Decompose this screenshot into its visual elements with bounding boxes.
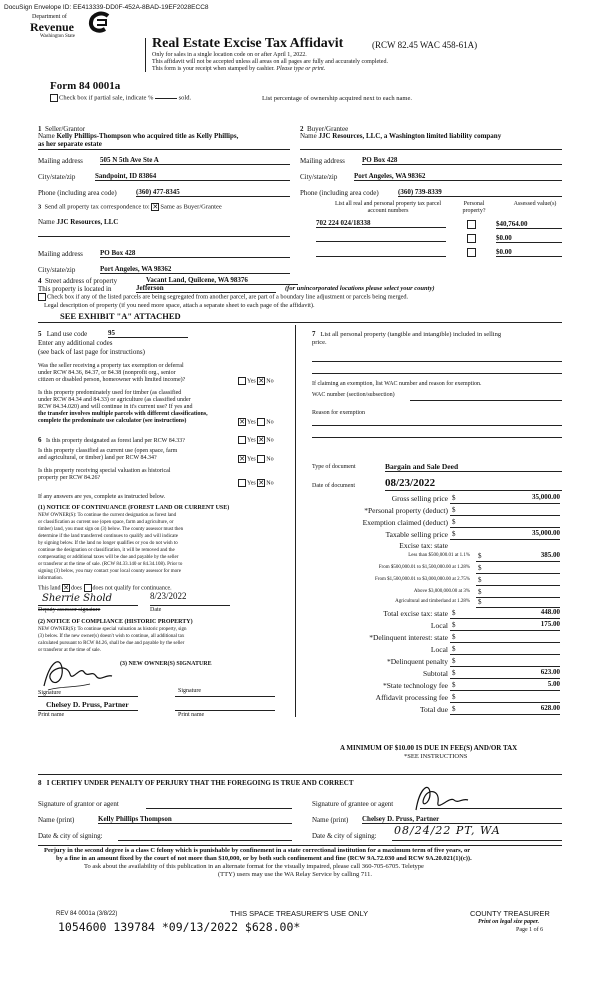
exemption-deduct-label: Exemption claimed (deduct) [362,518,448,527]
q-exemption-2: under RCW 84.36, 84.37, or 84.38 (nonprofit org., senior [38,370,176,376]
header-divider [145,38,146,72]
delinquent-interest-label: *Delinquent interest: state [369,633,448,642]
q-timber-2: under RCW 84.34 and 84.33) or agriculture (as classified under [38,397,191,403]
segregated-checkbox[interactable] [38,293,46,301]
located-county: Jefferson [136,284,276,293]
compliance-title: (2) NOTICE OF COMPLIANCE (HISTORIC PROPERTY) [38,619,193,625]
seller-mail: 505 N 5th Ave Ste A [100,156,290,165]
rule [450,714,560,715]
rule [476,561,560,562]
taxable-dollar: $ [452,530,456,538]
rule [38,710,138,711]
partial-sale-checkbox[interactable] [50,94,58,102]
parcel-column-header: List all real and personal property tax parcel account numbers [334,201,442,215]
buyer-city: Port Angeles, WA 98362 [354,172,562,181]
rule [150,605,230,606]
gross-price: 35,000.00 [532,493,560,501]
rule [450,690,560,691]
q-forest-no-checkbox[interactable]: ✕ [258,436,265,444]
q-current-use-yes-checkbox[interactable]: ✕ [239,455,245,463]
section3-mail: PO Box 428 [100,249,290,258]
grantee-signature-label: Signature of grantee or agent [312,800,394,808]
compliance-text-1: NEW OWNER(S): To continue special valuation as historic property, sign [38,627,187,632]
document-type: Bargain and Sale Deed [385,462,562,472]
rule [38,322,562,323]
compliance-text-3: calculated pursuant to RCW 84.26, shall be due and payable by the seller [38,641,185,646]
seller-name: Name Kelly Phillips-Thompson who acquired title as Kelly Phillips, [38,132,239,140]
rule [450,630,560,631]
q-exemption-no-checkbox[interactable]: ✕ [258,377,265,385]
personal-dollar: $ [452,506,456,514]
rule [312,437,562,438]
continuance-text-7: compensating or additional taxes will be due and payable by the seller [38,555,179,560]
grantee-signature-scribble [410,782,470,814]
rule [38,845,562,846]
continuance-text-6: continue the designation or classification, it will be removed and the [38,548,175,553]
personal-property-checkbox-3[interactable] [467,248,476,257]
continuance-text-8: or transferor at the time of sale. (RCW 84.33.140 or 84.34.108). Prior to [38,562,183,567]
revenue-logo-icon [88,12,112,32]
buyer-phone: (360) 739-8339 [398,188,562,197]
street-address-row: 4 Street address of property [38,277,118,285]
header-note-2: This affidavit will not be accepted unless all areas on all pages are fully and accurately completed. [152,59,388,65]
section3-city-label: City/state/zip [38,266,76,274]
seller-city-label: City/state/zip [38,173,76,181]
parcel-number: 702 224 024/18338 [316,219,446,228]
q-historic-yes-checkbox[interactable] [238,479,246,487]
gross-dollar: $ [452,494,456,502]
alt-format-line-1: To ask about the availability of this publication in an alternate format for the visually impaired, please call 360-705-6705. Teletype [84,863,424,870]
rule [476,585,560,586]
rule [118,840,292,841]
rule [450,527,560,528]
continuance-text-10: information. [38,576,63,581]
excise-state-label: Excise tax: state [399,541,448,550]
land-qualify-row: This land ✕ does does not qualify for continuance. [38,584,172,592]
rule [175,696,275,697]
rule [312,425,562,426]
section3-mail-label: Mailing address [38,250,83,258]
rule [312,361,562,362]
legal-paper-note: Print on legal size paper. [478,919,540,925]
buyer-name: Name JJC Resources, LLC, a Washington limited liability company [300,132,502,140]
buyer-mail: PO Box 428 [362,156,562,165]
delinquent-penalty-label: *Delinquent penalty [386,657,448,666]
buyer-city-label: City/state/zip [300,173,338,181]
alt-format-line-2: (TTY) users may use the WA Relay Service by calling 711. [218,871,372,878]
grantee-date-city-label: Date & city of signing: [312,832,377,840]
tier3-label: From $1,500,000.01 to $3,000,000.00 at 2.75% [375,577,470,582]
dept-of-label: Department of [32,14,67,20]
same-as-buyer-checkbox[interactable]: ✕ [152,203,159,211]
compliance-text-2: (3) below. If the new owner(s) doesn't wish to continue, all additional tax [38,634,185,639]
q-current-use-2: and agricultural, or timber) land per RCW 84.34? [38,455,157,461]
q-forest-yesno: Yes ✕ No [238,436,274,445]
rule [146,808,292,809]
segregated-row: Check box if any of the listed parcels are being segregated from another parcel, are part of a boundary line adjustment or parcels being merged. [38,293,408,301]
q-historic-1: Is this property receiving special valuation as historical [38,468,171,474]
header-note-3: This form is your receipt when stamped by cashier. Please type or print. [152,66,326,72]
section3-label: 3 Send all property tax correspondence to: ✕ Same as Buyer/Grantee [38,203,222,211]
exhibit-a: SEE EXHIBIT "A" ATTACHED [60,311,181,321]
q-exemption-yesno: Yes ✕ No [238,377,274,386]
section3-city: Port Angeles, WA 98362 [100,265,290,274]
total-state-label: Total excise tax: state [383,609,448,618]
q-timber-1: Is this property predominately used for timber (as classified [38,390,182,396]
rule [38,605,138,606]
grantee-name-label: Name (print) [312,816,349,824]
seller-phone-label: Phone (including area code) [38,189,117,197]
tier1-dollar: $ [478,552,482,560]
q-timber-yesno: ✕ Yes No [239,418,274,426]
form-number: Form 84 0001a [50,80,121,92]
additional-codes-note: (see back of last page for instructions) [38,348,145,356]
q-timber-5: complete the predominate use calculator (see instructions) [38,418,187,424]
rule [450,654,560,655]
seller-phone: (360) 477-8345 [136,188,290,197]
q-current-use-no-checkbox[interactable] [257,455,265,463]
taxable-price-label: Taxable selling price [385,530,448,539]
new-owner-print-name: Chelsey D. Pruss, Partner [46,700,129,709]
tech-dollar: $ [452,681,456,689]
header-note-1: Only for sales in a single location code on or after April 1, 2022. [152,52,307,58]
rule [450,666,560,667]
assessed-value-1: $40,764.00 [496,220,562,229]
personal-property-label-2: price. [312,339,327,346]
washington-state-label: Washington State [40,34,76,39]
rule [300,149,562,150]
local-amount: 175.00 [540,620,560,628]
deputy-assessor-label: Deputy assessor signature [38,607,101,613]
tier4-dollar: $ [478,588,482,596]
q-historic-2: property per RCW 84.26? [38,475,101,481]
tier5-dollar: $ [478,598,482,606]
local2-dollar: $ [452,645,456,653]
land-use-code: 95 [108,329,188,338]
rule [316,256,446,257]
seller-heading: 1 Seller/Grantor [38,125,86,133]
rule [450,618,560,619]
print-name-label-2: Print name [178,712,205,718]
q-exemption-1: Was the seller receiving a property tax exemption or deferral [38,363,184,369]
unincorporated-note: (for unincorporated locations please select your county) [285,285,435,292]
rule [38,149,290,150]
perjury-line-1: Perjury in the second degree is a class C felony which is punishable by confinement in a state correctional institution for a maximum term of five years, or [44,847,471,854]
rule [476,597,560,598]
assessed-value-column-header: Assessed value(s) [513,201,557,207]
tier1-amount: 385.00 [540,551,560,559]
continuance-text-3: timber) land, you must sign on (3) below. The county assessor must then [38,527,184,532]
technology-fee: 5.00 [547,680,560,688]
rule [450,678,560,679]
buyer-phone-label: Phone (including area code) [300,189,379,197]
q-exemption-3: citizen or disabled person, homeowner with limited income)? [38,377,186,383]
tier1-label: Less than $500,000.01 at 1.1% [408,553,470,558]
seller-mail-label: Mailing address [38,157,83,165]
document-date: 08/23/2022 [385,477,562,491]
reason-exemption-label: Reason for exemption [312,410,365,416]
technology-fee-label: *State technology fee [383,681,448,690]
q-forest: 6 Is this property designated as forest land per RCW 84.33? [38,436,185,444]
local-label: Local [430,621,448,630]
grantor-name: Kelly Phillips Thompson [98,815,292,824]
subtotal-dollar: $ [452,669,456,677]
taxable-price: 35,000.00 [532,529,560,537]
new-owner-signature-title: (3) NEW OWNER(S) SIGNATURE [120,661,212,667]
rule [450,515,560,516]
wac-number-label: WAC number (section/subsection) [312,392,395,398]
section3-name: Name JJC Resources, LLC [38,218,119,226]
gross-price-label: Gross selling price [391,494,448,503]
rule [38,236,290,237]
buyer-heading: 2 Buyer/Grantee [300,125,349,133]
tier3-dollar: $ [478,576,482,584]
personal-property-checkbox-1[interactable] [467,220,476,229]
tier4-label: Above $3,000,000.00 at 3% [413,589,470,594]
total-due-label: Total due [419,705,448,714]
land-does-not-checkbox[interactable] [84,584,92,592]
rule [410,400,562,401]
grantee-date-city: 08/24/22 PT, WA [394,824,501,837]
document-date-label: Date of document [312,483,355,489]
total-due-dollar: $ [452,705,456,713]
continuance-text-4: determine if the land transferred continues to qualify and will indicate [38,534,178,539]
affidavit-fee-label: Affidavit processing fee [375,693,448,702]
q-timber-yes-checkbox[interactable]: ✕ [239,418,245,426]
rule [316,241,446,242]
street-address: Vacant Land, Quilcene, WA 98376 [146,276,298,285]
assessor-signature: Sherrie Shold [42,593,112,604]
assessor-date: 8/23/2022 [150,591,187,601]
treasurer-receipt-stamp: 1054600 139784 *09/13/2022 $628.00* [58,920,301,934]
total-state-dollar: $ [452,609,456,617]
new-owner-sig-label-2: Signature [178,688,201,694]
subtotal-label: Subtotal [422,669,448,678]
personal-property-column-header: Personal property? [462,201,486,215]
grantor-signature-label: Signature of grantor or agent [38,800,119,808]
column-divider [295,325,296,717]
personal-deduct-label: *Personal property (deduct) [364,506,448,515]
treasurer-space-label: THIS SPACE TREASURER'S USE ONLY [230,909,369,918]
local2-label: Local [430,645,448,654]
assessed-value-3: $0.00 [496,248,562,257]
compliance-text-4: or transferor at the time of sale. [38,648,101,653]
perjury-line-2: by a fine in an amount fixed by the court of not more than $10,000, or by both such confinement and fine (RCW 9A.72.030 and RCW 9A.20.021(1)(c)). [56,855,472,862]
buyer-mail-label: Mailing address [300,157,345,165]
q-timber-4: the transfer involves multiple parcels with different classifications, [38,411,208,417]
local-dollar: $ [452,621,456,629]
grantor-name-label: Name (print) [38,816,75,824]
q-timber-3: RCW 84.34.020) and will continue in it's current use? If yes and [38,404,193,410]
legal-description-label: Legal description of property (if you need more space, attach a separate sheet to each page of the affidavit). [44,302,315,309]
form-revision: REV 84 0001a (3/8/22) [56,911,118,917]
partial-sale-row: Check box if partial sale, indicate % sold. [50,94,191,102]
minimum-due-note: A MINIMUM OF $10.00 IS DUE IN FEE(S) AND/OR TAX [340,744,518,752]
grantee-name: Chelsey D. Pruss, Partner [362,815,562,824]
q-forest-yes-checkbox[interactable] [238,436,246,444]
rule [450,642,560,643]
subtotal: 623.00 [540,668,560,676]
see-instructions-note: *SEE INSTRUCTIONS [404,753,468,760]
q-historic-yesno: Yes ✕ No [238,479,274,488]
q-timber-no-checkbox[interactable] [257,418,265,426]
personal-property-label: 7 List all personal property (tangible and intangible) included in selling [312,330,502,338]
additional-codes-label: Enter any additional codes [38,339,113,347]
assessed-value-2: $0.00 [496,234,562,243]
total-due: 628.00 [540,704,560,712]
print-name-label-1: Print name [38,712,65,718]
rule [392,840,562,841]
new-owner-sig-label-1: Signature [38,690,61,696]
assessor-date-label: Date [150,607,162,613]
q-current-use-1: Is this property classified as current use (open space, farm [38,448,178,454]
land-use-row: 5 Land use code [38,330,88,338]
docusign-envelope-id: DocuSign Envelope ID: EE413339-DD0F-452A-8BAD-19EF2028ECC8 [4,4,209,11]
q-exemption-yes-checkbox[interactable] [238,377,246,385]
rule [38,774,562,775]
revenue-logo-text: Revenue [30,20,74,34]
document-type-label: Type of document [312,464,356,470]
rule [312,373,562,374]
certify-heading: 8 I CERTIFY UNDER PENALTY OF PERJURY THAT THE FOREGOING IS TRUE AND CORRECT [38,779,354,787]
seller-city: Sandpoint, ID 83864 [95,172,290,181]
personal-property-checkbox-2[interactable] [467,234,476,243]
exemption-dollar: $ [452,518,456,526]
form-title: Real Estate Excise Tax Affidavit [152,36,344,51]
tier2-dollar: $ [478,564,482,572]
list-percentage-note: List percentage of ownership acquired next to each name. [262,95,412,102]
continuance-text-1: NEW OWNER(S): To continue the current designation as forest land [38,513,177,518]
affidavit-dollar: $ [452,693,456,701]
total-state: 448.00 [540,608,560,616]
county-treasurer-label: COUNTY TREASURER [470,909,550,918]
rule [476,573,560,574]
rule [450,539,560,540]
q-current-use-yesno: ✕ Yes No [239,455,274,463]
continuance-text-5: by signing below. If the land no longer qualifies or you do not wish to [38,541,178,546]
seller-name-2: as her separate estate [38,140,102,148]
rule [175,710,275,711]
tier2-label: From $500,000.01 to $1,500,000.00 at 1.28% [378,565,470,570]
page-number: Page 1 of 6 [516,927,544,933]
penalty-dollar: $ [452,657,456,665]
continuance-title: (1) NOTICE OF CONTINUANCE (FOREST LAND OR CURRENT USE) [38,505,230,511]
land-does-checkbox[interactable]: ✕ [63,584,69,592]
q-historic-no-checkbox[interactable]: ✕ [258,479,265,487]
grantor-date-city-label: Date & city of signing: [38,832,103,840]
located-label: This property is located in [38,285,112,293]
form-title-cite: (RCW 82.45 WAC 458-61A) [372,40,478,50]
continuance-text-2: or classification as current use (open space, farm and agriculture, or [38,520,174,525]
rule [450,702,560,703]
rule [450,503,560,504]
delinquent-interest-dollar: $ [452,633,456,641]
claim-exemption-label: If claiming an exemption, list WAC number and reason for exemption. [312,381,482,387]
continuance-text-9: signing (3) below, you may contact your local county assessor for more [38,569,181,574]
any-yes-note: If any answers are yes, complete as instructed below. [38,494,166,500]
tier5-label: Agricultural and timberland at 1.28% [395,599,470,604]
